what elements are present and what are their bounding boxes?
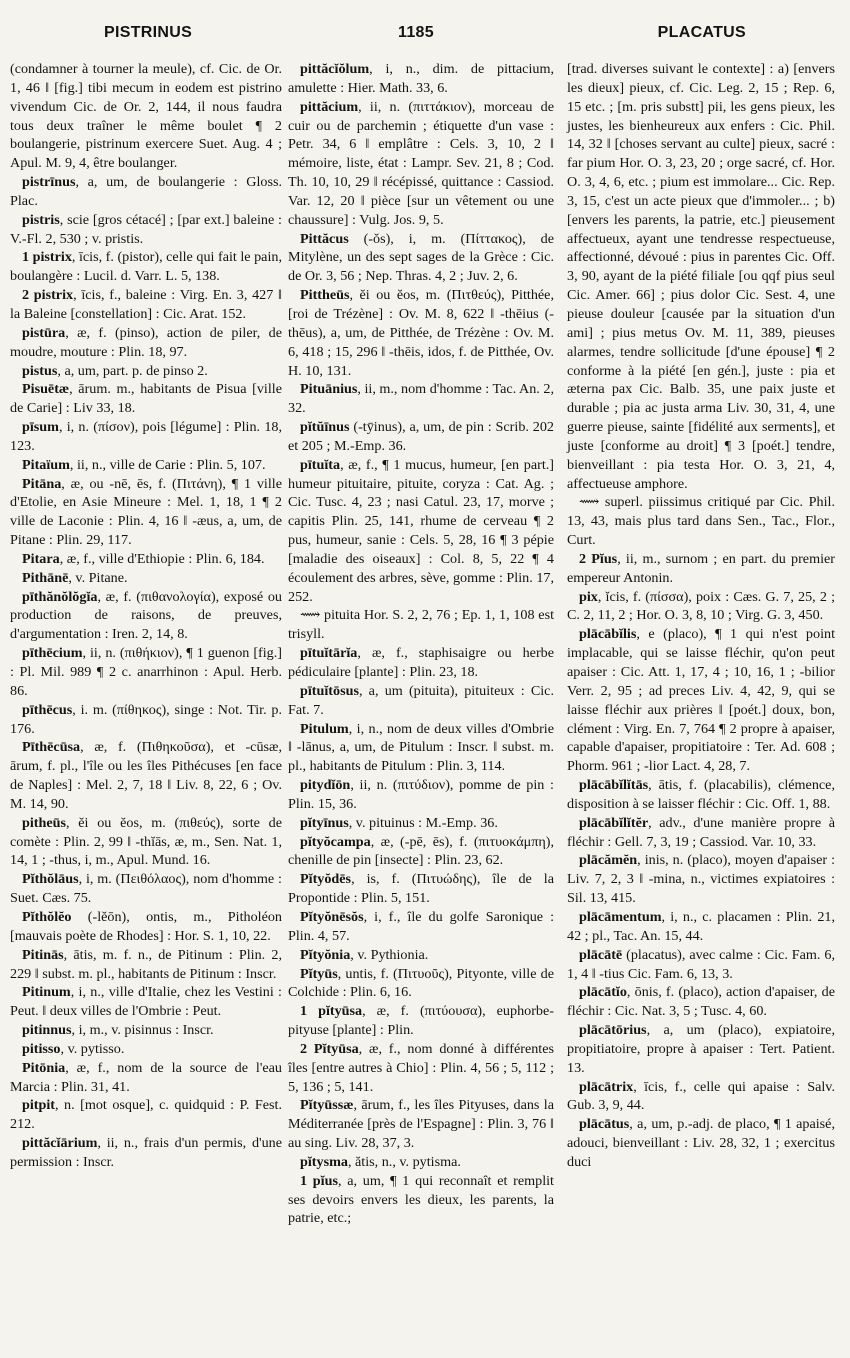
dictionary-entry: plācābĭlĭtĕr, adv., d'une manière propre à fléchir : Gell. 7, 3, 19 ; Cassiod. Var. 10, 33. (567, 814, 835, 850)
dictionary-entry: Pĭthŏlāus, i, m. (Πειθόλαος), nom d'homme : Suet. Cæs. 75. (10, 871, 282, 907)
dictionary-entry: Pisuētæ, ārum. m., habitants de Pisua [ville de Carie] : Liv 33, 18. (10, 381, 282, 417)
dictionary-entry: Pitōnia, æ, f., nom de la source de l'eau Marcia : Plin. 31, 41. (10, 1059, 282, 1095)
dictionary-entry: plācātus, a, um, p.-adj. de placo, ¶ 1 apaisé, adouci, bienveillant : Liv. 28, 32, 1 ; exercitus duci (567, 1116, 835, 1170)
dictionary-entry: 2 Pĭtyūsa, æ, f., nom donné à différentes îles [entre autres à Chio] : Plin. 4, 56 ; 5, 112 ; 5, 136 ; 5, 141. (288, 1040, 554, 1095)
dictionary-entry: pistus, a, um, part. p. de pinso 2. (22, 362, 208, 379)
dictionary-entry: plācātrix, īcis, f., celle qui apaise : Salv. Gub. 3, 9, 44. (567, 1078, 835, 1114)
dictionary-entry: pittăcĭŏlum, i, n., dim. de pittacium, amulette : Hier. Math. 33, 6. (288, 61, 554, 96)
dictionary-entry: Pĭtyŏnia, v. Pythionia. (300, 946, 429, 963)
dictionary-entry: ⟿ superl. piissimus critiqué par Cic. Phil. 13, 43, mais plus tard dans Sen., Tac., Flor., Curt. (567, 494, 835, 549)
dictionary-entry: (condamner à tourner la meule), cf. Cic. de Or. 1, 46 ‖ [fig.] tibi mecum in eodem est pistrino vivendum Cic. de Or. 2, 144, il nous faudra tous deux traîner le même boulet ¶ 2 boulangerie, pistrinum exercere Suet. Aug. 4 ; Apul. M. 9, 4, être boulanger. (10, 61, 282, 172)
dictionary-entry: plācātĭo, ōnis, f. (placo), action d'apaiser, de fléchir : Cic. Nat. 3, 5 ; Tusc. 4, 60. (567, 984, 835, 1020)
dictionary-entry: 1 pistrix, īcis, f. (pistor), celle qui fait le pain, boulangère : Lucil. d. Varr. L. 5, 138. (10, 249, 282, 285)
dictionary-entry: pītuĭta, æ, f., ¶ 1 mucus, humeur, [en part.] humeur pituitaire, pituite, coryza : Cat. Ag. ; Cic. Tusc. 4, 23 ; nasi Catul. 23, 17, morve ; capitis Plin. 25, 141, rhume de cerveau ¶ 2 pus, humeur, sanie : Cels. 5, 28, 16 ¶ 3 pépie [maladie des oiseaux] : Col. 8, 5, 22 ¶ 4 écoulement des arbres, sève, gomme : Plin. 17, 252. (288, 456, 554, 605)
dictionary-entry: pitisso, v. pytisso. (22, 1040, 125, 1057)
header-last-word: PLACATUS (657, 24, 746, 41)
dictionary-entry: pistris, scie [gros cétacé] ; [par ext.] baleine : V.-Fl. 2, 530 ; v. pristis. (10, 211, 282, 247)
dictionary-entry: 1 pĭus, a, um, ¶ 1 qui reconnaît et remplit ses devoirs envers les dieux, les parents, la patrie, etc.; (288, 1172, 554, 1227)
dictionary-entry: 2 pistrix, īcis, f., baleine : Virg. En. 3, 427 ‖ la Baleine [constellation] : Cic. Arat. 152. (10, 287, 282, 322)
dictionary-entry: pitheūs, ĕi ou ĕos, m. (πιθεύς), sorte de comète : Plin. 2, 99 ‖ -thĭās, æ, m., Sen. Nat. 1, 14, 1 ; -thus, i, m., Apul. Mund. 16. (10, 814, 282, 869)
dictionary-entry: Pĭtyūssæ, ārum, f., les îles Pityuses, dans la Méditerranée [près de l'Espagne] : Plin. 3, 76 ‖ au sing. Liv. 28, 37, 3. (288, 1097, 554, 1152)
dictionary-entry: [trad. diverses suivant le contexte] : a) [envers les dieux] pieux, cf. Cic. Leg. 2, 15 ; Rep. 6, 15 etc. ; [m. pris substt] pii, les gens pieux, les justes, les bienheureux aux enfers : Cic. Phil. 14, 32 ‖ [choses servant au culte] pieux, sacré : far pium Hor. O. 3, 23, 20 ; orge sacré, cf. Hor. O. 3, 4, 6, etc. ; pium est immolare... Cic. Rep. 3, 15, c'est un acte pieux que d'immoler... ; b) [envers les parents, la patrie, etc.] pieusement affectueux, ayant une tendresse respectueuse, affectionné, dévoué : pius in parentes Cic. Off. 3, 90, ayant de la piété filiale [ou qqf pius seul Cic. Amer. 66] ; pius dolor Cic. Sest. 4, une pieuse douleur [causée par la situation d'un ami] ; pius metus Ov. M. 11, 389, pieuses alarmes, tendre sollicitude [d'une épouse] ¶ 2 conforme à la piété [en gén.], juste : pia et æterna pax Cic. Balb. 35, une paix juste et durable ; pia ac justa arma Liv. 30, 31, 4, une guerre pieuse, sainte [fidélité aux serments], et juste [conforme au droit] ¶ 3 [poét.] tendre, bienveillant : pia testa Hor. O. 3, 21, 4, affectueuse amphore. (567, 61, 835, 492)
dictionary-entry: Pĭthŏlĕo (-lĕōn), ontis, m., Pitholéon [mauvais poète de Rhodes] : Hor. S. 1, 10, 22. (10, 908, 282, 944)
dictionary-entry: plācābĭlis, e (placo), ¶ 1 qui n'est point implacable, qui se laisse fléchir, qu'on peut apaiser : Cic. Att. 1, 17, 4 ; 10, 16, 1 ; -bilior Verr. 2, 95 ; ad preces Liv. 4, 42, 9, qui se laisse fléchir aux prières ‖ [poét.] doux, bon, clément : Virg. En. 7, 764 ¶ 2 propre à apaiser, capable d'apaiser, propitiatoire : Ter. Ad. 608 ; Phorm. 961 ; -lior Lact. 4, 28, 7. (567, 626, 835, 775)
dictionary-entry: Pĭtyŏnēsŏs, i, f., île du golfe Saronique : Plin. 4, 57. (288, 908, 554, 944)
dictionary-entry: 1 pĭtyūsa, æ, f. (πιτύουσα), euphorbe-pityuse [plante] : Plin. (288, 1003, 554, 1039)
page-number: 1185 (398, 24, 434, 41)
running-header (0, 24, 850, 52)
dictionary-entry: ⟿ pituita Hor. S. 2, 2, 76 ; Ep. 1, 1, 108 est trisyll. (288, 607, 554, 643)
dictionary-entry: Pittheūs, ĕi ou ĕos, m. (Πιτθεύς), Pitthée, [roi de Trézène] : Ov. M. 8, 622 ‖ -thēius (-thēus), a, um, de Pitthée, de Trézène : Ov. M. 6, 418 ; 15, 296 ‖ -thēis, idos, f. de Pitthée, Ov. H. 10, 131. (288, 287, 554, 379)
dictionary-entry: Pittăcus (-ŏs), i, m. (Πίττακος), de Mitylène, un des sept sages de la Grèce : Cic. de Or. 3, 56 ; Nep. Thras. 4, 2 ; Juv. 2, 6. (288, 230, 554, 285)
dictionary-entry: pittăcium, ii, n. (πιττάκιον), morceau de cuir ou de parchemin ; étiquette d'un vase : Petr. 34, 6 ‖ emplâtre : Cels. 3, 10, 2 ‖ mémoire, liste, état : Lampr. Sev. 21, 8 ; Cod. Th. 10, 10, 29 ‖ récépissé, quittance : Cassiod. Var. 12, 20 ‖ pièce [sur un vêtement ou une chaussure] : Vulg. Jos. 9, 5. (288, 98, 554, 228)
dictionary-entry: pitinnus, i, m., v. pisinnus : Inscr. (22, 1022, 214, 1039)
dictionary-entry: Pĭtyūs, untis, f. (Πιτυοῦς), Pityonte, ville de Colchide : Plin. 6, 16. (288, 965, 554, 1001)
dictionary-entry: Pĭtyŏdēs, is, f. (Πιτυώδης), île de la Propontide : Plin. 5, 151. (288, 871, 554, 907)
dictionary-entry: plācāmentum, i, n., c. placamen : Plin. 21, 42 ; pl., Tac. An. 15, 44. (567, 908, 835, 944)
dictionary-entry: Pithānē, v. Pitane. (22, 569, 128, 586)
dictionary-entry: Pituānius, ii, m., nom d'homme : Tac. An. 2, 32. (288, 381, 554, 417)
dictionary-entry: 2 Pĭus, ii, m., surnom ; en part. du premier empereur Antonin. (567, 550, 836, 586)
dictionary-entry: pīthănŏlŏgĭa, æ, f. (πιθανολογία), exposé ou production de raisons, de preuves, d'argumentation : Iren. 2, 14, 8. (10, 588, 282, 643)
dictionary-entry: pīthēcus, i. m. (πίθηκος), singe : Not. Tir. p. 176. (10, 701, 282, 737)
dictionary-entry: pix, ĭcis, f. (πίσσα), poix : Cæs. G. 7, 25, 2 ; C. 2, 11, 2 ; Hor. O. 3, 8, 10 ; Virg. G. 3, 450. (567, 588, 835, 624)
header-first-word: PISTRINUS (104, 24, 193, 41)
dictionary-entry: plācātōrius, a, um (placo), expiatoire, propitiatoire, propre à apaiser : Tert. Patient. 13. (567, 1022, 835, 1076)
dictionary-entry: pittăcĭārium, ii, n., frais d'un permis, d'une permission : Inscr. (10, 1135, 282, 1170)
dictionary-entry: pitydĭōn, ii, n. (πιτύδιον), pomme de pin : Plin. 15, 36. (288, 777, 554, 812)
dictionary-entry: Pitara, æ, f., ville d'Ethiopie : Plin. 6, 184. (22, 550, 265, 567)
dictionary-entry: plācātē (placatus), avec calme : Cic. Fam. 6, 1, 4 ‖ -tius Cic. Fam. 6, 13, 3. (567, 946, 835, 982)
dictionary-entry: plācămĕn, inis, n. (placo), moyen d'apaiser : Liv. 7, 2, 3 ‖ -mina, n., victimes expiatoires : Sil. 13, 415. (567, 852, 835, 907)
dictionary-entry: pitpit, n. [mot osque], c. quidquid : P. Fest. 212. (10, 1097, 282, 1133)
dictionary-entry: Pitulum, i, n., nom de deux villes d'Ombrie ‖ -lānus, a, um, de Pitulum : Inscr. ‖ subst. m. pl., habitants de Pitulum : Plin. 3, 114. (288, 720, 554, 775)
dictionary-entry: pistūra, æ, f. (pinso), action de piler, de moudre, mouture : Plin. 18, 97. (10, 324, 282, 360)
dictionary-entry: pītuĭtōsus, a, um (pituita), pituiteux : Cic. Fat. 7. (288, 682, 554, 718)
column-right (567, 60, 835, 1172)
dictionary-entry: pistrīnus, a, um, de boulangerie : Gloss. Plac. (10, 174, 282, 209)
dictionary-entry: pītuĭtārĭa, æ, f., staphisaigre ou herbe pédiculaire [plante] : Plin. 23, 18. (288, 645, 554, 680)
dictionary-entry: pĭtyīnus, v. pituinus : M.-Emp. 36. (300, 814, 498, 831)
dictionary-entry: pĭtŭīnus (-tȳinus), a, um, de pin : Scrib. 202 et 205 ; M.-Emp. 36. (288, 419, 554, 454)
dictionary-entry: pĭtyŏcampa, æ, (-pē, ēs), f. (πιτυοκάμπη), chenille de pin [insecte] : Plin. 23, 62. (288, 833, 554, 869)
column-left (10, 60, 282, 1172)
dictionary-entry: pīsum, i, n. (πίσον), pois [légume] : Plin. 18, 123. (10, 419, 282, 454)
dictionary-entry: Pīthēcūsa, æ, f. (Πιθηκοῦσα), et -cūsæ, ārum, f. pl., l'île ou les îles Pithécuses [en face de Naples] : Mel. 2, 7, 18 ‖ Liv. 8, 22, 6 ; Ov. M. 14, 90. (10, 739, 282, 812)
dictionary-entry: plācābĭlĭtās, ātis, f. (placabilis), clémence, disposition à se laisser fléchir : Cic. Off. 1, 88. (567, 777, 835, 812)
dictionary-entry: pīthēcium, ii, n. (πιθήκιον), ¶ 1 guenon [fig.] : Pl. Mil. 989 ¶ 2 c. anarrhinon : Apul. Herb. 86. (10, 645, 282, 699)
dictionary-entry: Pitāna, æ, ou -nē, ēs, f. (Πιτάνη), ¶ 1 ville d'Etolie, en Asie Mineure : Mel. 1, 18, 1 ¶ 2 ville de Laconie : Plin. 4, 16 ‖ -æus, a, um, de Pitane : Plin. 29, 117. (10, 475, 282, 549)
dictionary-entry: pĭtysma, ătis, n., v. pytisma. (300, 1153, 461, 1170)
dictionary-entry: Pitinum, i, n., ville d'Italie, chez les Vestini : Peut. ‖ deux villes de l'Ombrie : Peut. (10, 984, 282, 1020)
column-middle (288, 60, 554, 1228)
dictionary-entry: Pitaïum, ii, n., ville de Carie : Plin. 5, 107. (22, 456, 266, 473)
dictionary-entry: Pitinās, ātis, m. f. n., de Pitinum : Plin. 2, 229 ‖ subst. m. pl., habitants de Pitinum : Inscr. (10, 946, 282, 982)
